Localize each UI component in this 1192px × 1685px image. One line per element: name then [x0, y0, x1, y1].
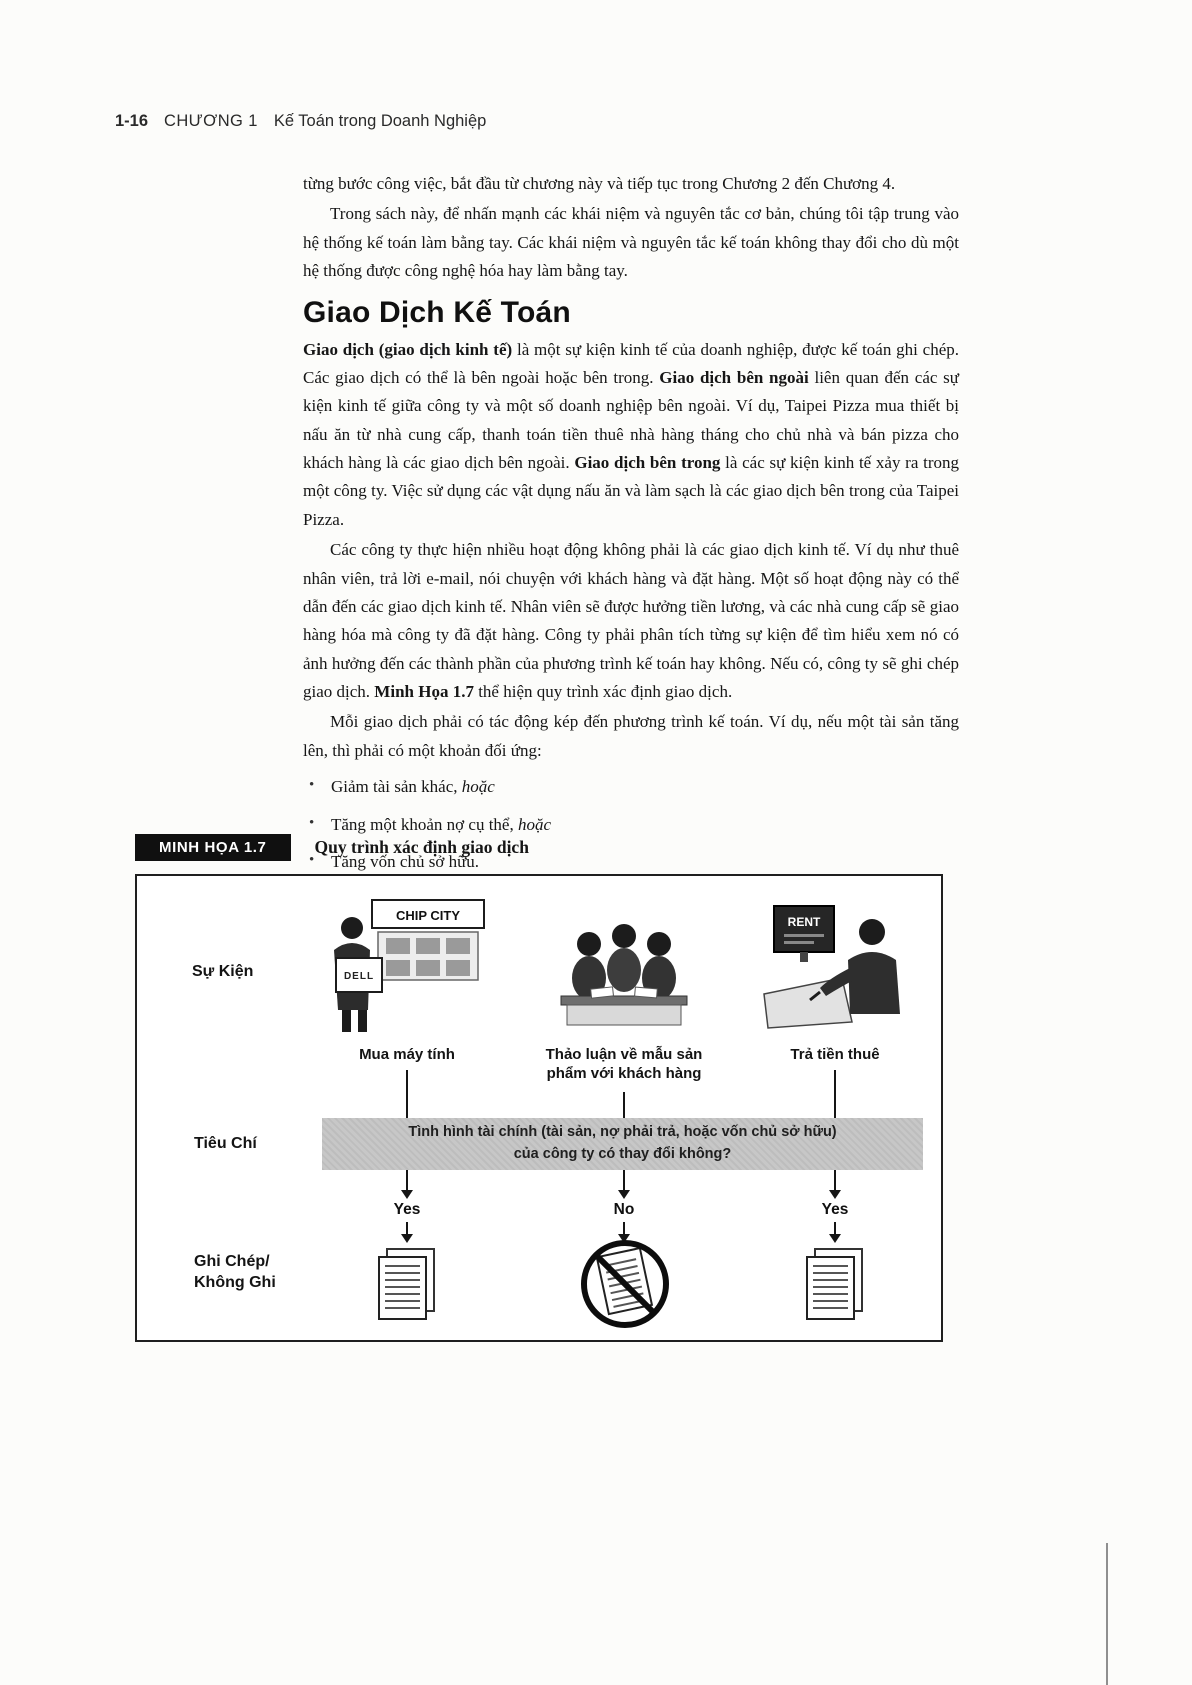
paragraph-activities [303, 536, 959, 706]
criterion-question-line2: của công ty có thay đổi không? [513, 1146, 732, 1162]
text-run: Giảm tài sản khác, [331, 777, 462, 797]
bullet-icon: • [309, 814, 315, 831]
event-column-pay-rent [740, 898, 930, 1065]
connector-line [623, 1092, 625, 1118]
page-number: 1-16 [115, 112, 149, 130]
bold-term-external: Giao dịch bên ngoài [659, 367, 809, 387]
arrow-down-icon [829, 1190, 841, 1199]
record-document-icon [378, 1248, 436, 1324]
answer-yes-2: Yes [821, 1201, 849, 1218]
bullet-text [331, 773, 495, 801]
exhibit-1-7 [135, 834, 943, 1342]
text-run: Các công ty thực hiện nhiều hoạt động không phải là các giao dịch kinh tế. Ví dụ như thuê nhân viên, trả lời e-mail, nói chuyện với khách hàng và đặt hàng. Một số hoạt động này có thể dẫn đến các giao dịch kinh tế. Nhân viên sẽ được hưởng tiền lương, và các nhà cung cấp sẽ giao hàng hóa mà công ty đã đặt hàng. Công ty phải phân tích từng sự kiện để tìm hiểu xem nó có ảnh hưởng đến các thành phần của phương trình kế toán hay không. Nếu có, công ty sẽ ghi chép giao dịch. [303, 540, 959, 701]
bold-term-internal: Giao dịch bên trong [574, 453, 721, 472]
body-column [303, 170, 959, 885]
event-column-buy-computer [312, 898, 502, 1065]
paragraph-transactions [303, 336, 959, 535]
italic-run: hoặc [461, 777, 495, 797]
answer-yes-1: Yes [393, 1201, 421, 1218]
connector-line [406, 1222, 408, 1234]
pay-rent-illustration [750, 898, 920, 1036]
record-document-icon [806, 1248, 864, 1324]
bold-exhibit-ref: Minh Họa 1.7 [374, 682, 474, 701]
page-header [115, 112, 486, 131]
connector-line [834, 1222, 836, 1234]
criterion-question-line1: Tình hình tài chính (tài sản, nợ phải trả, hoặc vốn chủ sở hữu) [408, 1124, 837, 1141]
criterion-question-band [322, 1118, 923, 1170]
buy-computer-illustration [322, 898, 492, 1036]
row-label-record [194, 1252, 276, 1294]
text-run: Tăng vốn chủ sở hữu. [331, 851, 480, 871]
list-item [309, 773, 959, 801]
answer-no: No [613, 1201, 635, 1218]
chapter-title: Kế Toán trong Doanh Nghiệp [273, 112, 487, 130]
arrow-down-icon [401, 1234, 413, 1243]
paragraph-continuation: từng bước công việc, bắt đầu từ chương này và tiếp tục trong Chương 2 đến Chương 4. [303, 174, 896, 193]
arrow-down-icon [401, 1190, 413, 1199]
row-label-record-line1: Ghi Chép/ [194, 1253, 270, 1270]
rent-sign-text: RENT [787, 915, 821, 929]
event-column-discussion [529, 898, 719, 1084]
scan-artifact [1106, 1543, 1108, 1685]
connector-line [406, 1170, 408, 1190]
connector-line [406, 1070, 408, 1118]
text-run: là một sự kiện kinh tế của doanh nghiệp, được kế toán ghi chép. Các giao dịch có thể là bên ngoài hoặc bên trong. [303, 339, 960, 387]
text-run: thể hiện quy trình xác định giao dịch. [473, 682, 733, 701]
row-label-record-line2: Không Ghi [194, 1273, 276, 1291]
arrow-down-icon [618, 1190, 630, 1199]
row-label-criterion: Tiêu Chí [194, 1135, 257, 1152]
connector-line [834, 1070, 836, 1118]
connector-line [623, 1222, 625, 1234]
text-run: liên quan đến các sự kiện kinh tế giữa công ty và một số doanh nghiệp bên ngoài. Ví dụ, Taipei Pizza mua thiết bị nấu ăn từ nhà cung cấp, thanh toán tiền thuê nhà hàng tháng cho chủ nhà và bán pizza cho khách hàng là các giao dịch bên ngoài. [303, 367, 959, 472]
exhibit-figure [135, 874, 943, 1342]
italic-run: hoặc [517, 814, 552, 834]
event-caption: Mua máy tính [359, 1046, 455, 1063]
connector-line [623, 1170, 625, 1190]
event-caption: Trả tiền thuê [790, 1046, 880, 1063]
connector-line [834, 1170, 836, 1190]
chapter-label: CHƯƠNG 1 [164, 112, 258, 130]
paragraph-dual-effect: Mỗi giao dịch phải có tác động kép đến phương trình kế toán. Ví dụ, nếu một tài sản tăng lên, thì phải có một khoản đối ứng: [303, 712, 959, 760]
arrow-down-icon [829, 1234, 841, 1243]
paragraph-intro: Trong sách này, để nhấn mạnh các khái niệm và nguyên tắc cơ bản, chúng tôi tập trung vào hệ thống kế toán làm bằng tay. Các khái niệm và nguyên tắc kế toán không thay đổi cho dù một hệ thống được công nghệ hóa hay làm bằng tay. [303, 204, 959, 281]
section-heading: Giao Dịch Kế Toán [303, 295, 571, 329]
text-run: là các sự kiện kinh tế xảy ra trong một công ty. Việc sử dụng các vật dụng nấu ăn và làm sạch là các giao dịch bên trong của Taipei Pizza. [303, 453, 959, 529]
no-record-document-icon [579, 1238, 671, 1330]
chip-city-sign-text: CHIP CITY [395, 908, 461, 923]
exhibit-badge: MINH HỌA 1.7 [135, 834, 291, 861]
exhibit-header [135, 834, 943, 861]
row-label-events: Sự Kiện [192, 963, 254, 980]
text-run: Tăng một khoản nợ cụ thể, [331, 814, 518, 834]
event-caption: Thảo luận về mẫu sản phẩm với khách hàng [545, 1046, 703, 1082]
exhibit-title: Quy trình xác định giao dịch [314, 837, 529, 857]
dell-box-text: DELL [343, 971, 375, 982]
bold-term-transaction: Giao dịch (giao dịch kinh tế) [303, 339, 513, 359]
bullet-icon: • [309, 777, 315, 794]
customer-discussion-illustration [539, 898, 709, 1036]
bullet-icon: • [309, 851, 315, 868]
